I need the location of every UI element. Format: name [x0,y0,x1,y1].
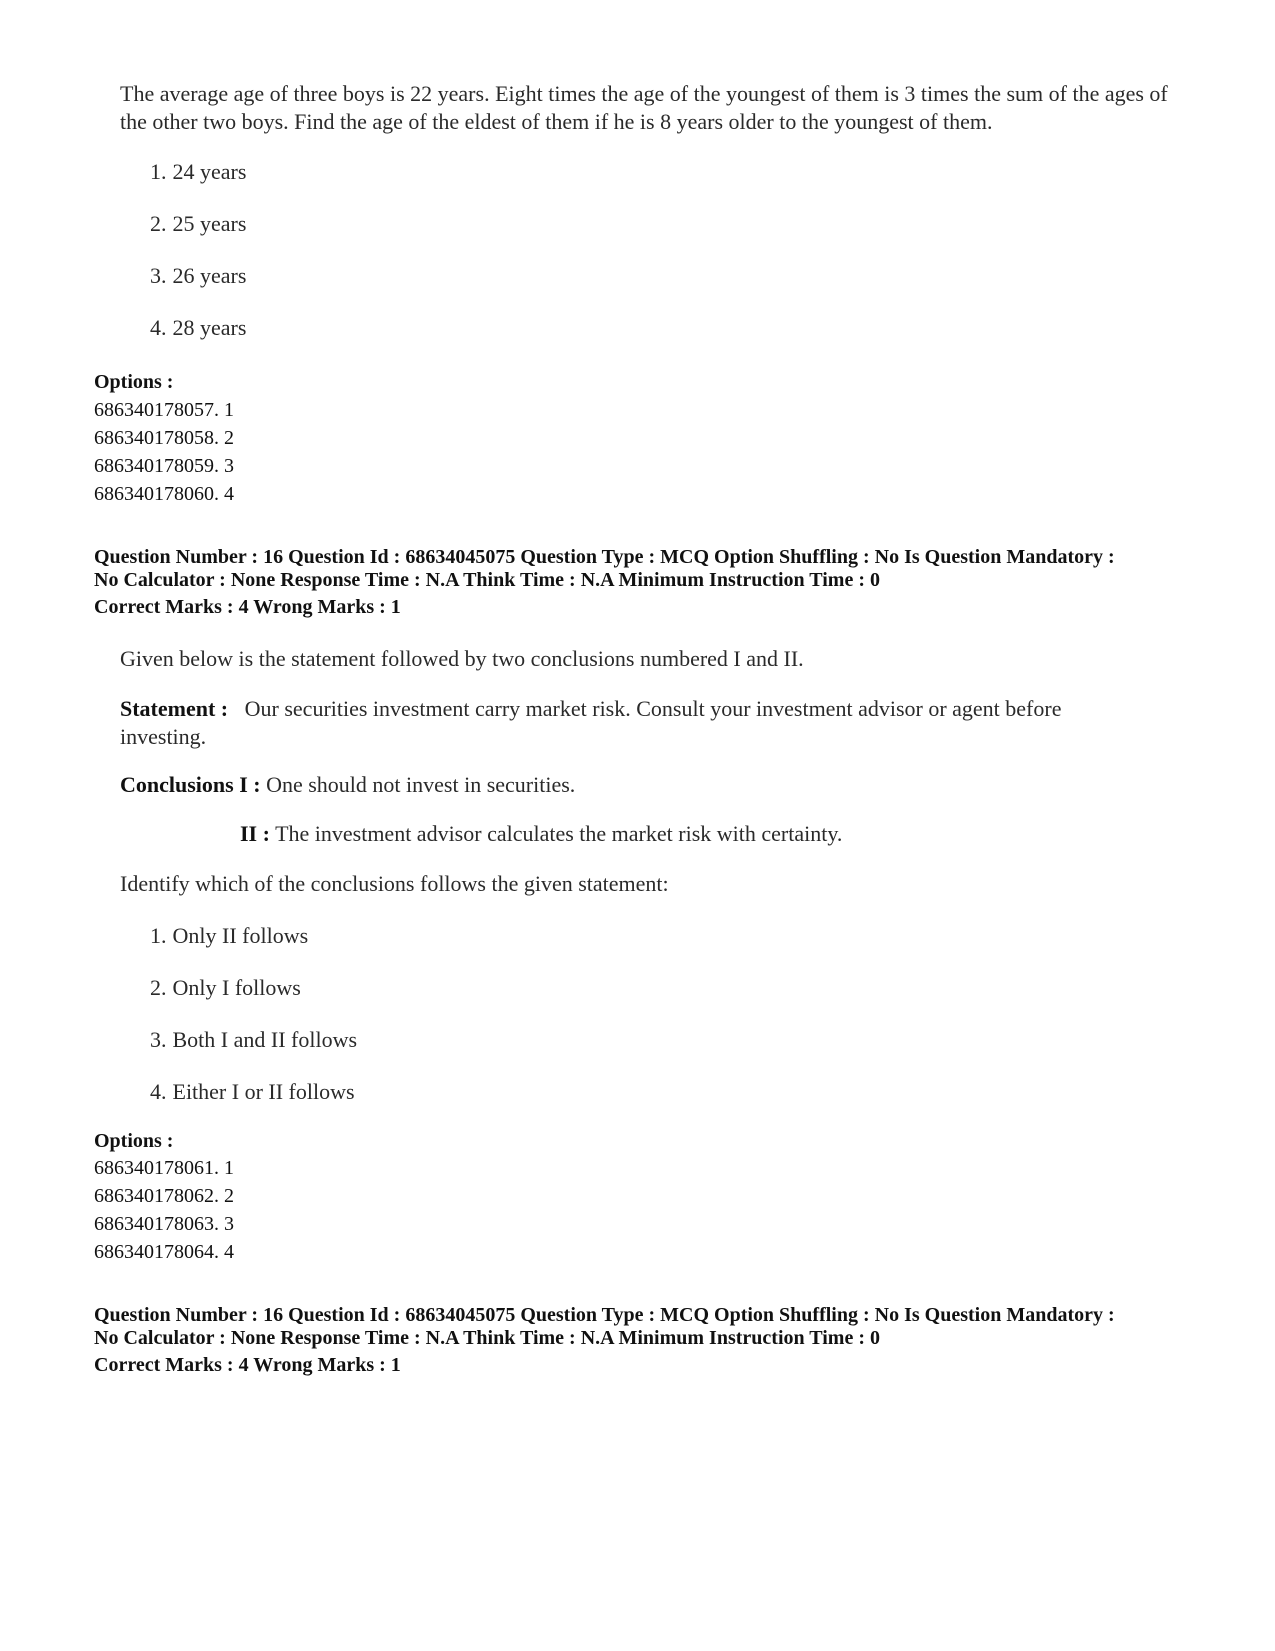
q16-meta-line-1: Question Number : 16 Question Id : 68634045075 Question Type : MCQ Option Shuffling : No Is Question Mandatory : [94,546,1115,568]
q15-choice-3: 3. 26 years [150,263,247,288]
q15-options-heading: Options : [94,371,174,393]
q16-option-id-4: 686340178064. 4 [94,1241,234,1263]
q16-option-id-2: 686340178062. 2 [94,1185,234,1207]
q16-choice-2: 2. Only I follows [150,975,301,1000]
q15-choice-1: 1. 24 years [150,159,247,184]
q16-statement-text: Our securities investment carry market risk. Consult your investment advisor or agent before investing. [120,696,1062,749]
q16-conclusion-2-label: II : [240,821,270,846]
q16-option-id-1: 686340178061. 1 [94,1157,234,1179]
q16-choice-4: 4. Either I or II follows [150,1079,355,1104]
question-15-text: The average age of three boys is 22 years. Eight times the age of the youngest of them is 3 times the sum of the ages of the other two boys. Find the age of the eldest of them if he is 8 years older to the youngest of them. [120,81,1168,134]
q15-option-id-2: 686340178058. 2 [94,427,234,449]
q15-option-id-4: 686340178060. 4 [94,483,234,505]
q16-identify: Identify which of the conclusions follows the given statement: [120,871,669,896]
q15-choice-2: 2. 25 years [150,211,247,236]
q17-marks: Correct Marks : 4 Wrong Marks : 1 [94,1354,401,1376]
q15-choice-4: 4. 28 years [150,315,247,340]
q16-conclusion-1-text: One should not invest in securities. [266,772,576,797]
q16-choice-3: 3. Both I and II follows [150,1027,358,1052]
q16-marks: Correct Marks : 4 Wrong Marks : 1 [94,596,401,618]
q16-option-id-3: 686340178063. 3 [94,1213,234,1235]
q16-statement [120,695,1120,751]
q16-conclusion-2 [240,820,1140,848]
q16-conclusion-1 [120,771,1200,799]
q17-meta-line-2: No Calculator : None Response Time : N.A Think Time : N.A Minimum Instruction Time : 0 [94,1327,880,1349]
q16-options-heading: Options : [94,1130,174,1152]
q15-option-id-1: 686340178057. 1 [94,399,234,421]
q16-conclusion-1-label: Conclusions I : [120,772,261,797]
q16-meta-line-2: No Calculator : None Response Time : N.A Think Time : N.A Minimum Instruction Time : 0 [94,569,880,591]
q16-conclusion-2-text: The investment advisor calculates the market risk with certainty. [275,821,843,846]
q16-intro: Given below is the statement followed by two conclusions numbered I and II. [120,646,804,671]
q16-choice-1: 1. Only II follows [150,923,309,948]
q15-option-id-3: 686340178059. 3 [94,455,234,477]
q16-statement-label: Statement : [120,696,229,721]
q17-meta-line-1: Question Number : 16 Question Id : 68634045075 Question Type : MCQ Option Shuffling : No Is Question Mandatory : [94,1304,1115,1326]
